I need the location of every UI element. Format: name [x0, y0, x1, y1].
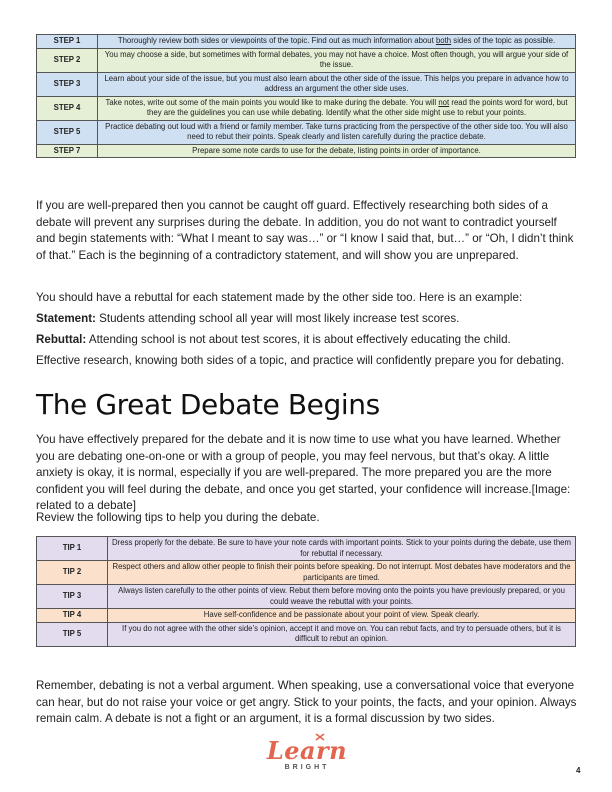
- tip-row: [37, 537, 576, 561]
- step-text: Thoroughly review both sides or viewpoints of the topic. Find out as much information about both sides of the topic as possible.: [98, 35, 576, 49]
- steps-table: [36, 34, 576, 158]
- tip-text: If you do not agree with the other side’s opinion, accept it and move on. You can rebut facts, and try to persuade others, but it is difficult to rebut an opinion.: [108, 622, 576, 646]
- step-label: STEP 1: [37, 35, 98, 49]
- step-text: Learn about your side of the issue, but you must also learn about the other side of the issue. This helps you prepare in advance how to address an argument the other side uses.: [98, 72, 576, 96]
- rebuttal-example: [36, 332, 578, 349]
- rebuttal-label: Rebuttal:: [36, 333, 87, 346]
- statement-example: [36, 311, 578, 328]
- tip-row: [37, 561, 576, 585]
- step-row: [37, 72, 576, 96]
- logo-subtitle: BRIGHT: [284, 764, 330, 771]
- logo-cross-icon: [314, 732, 326, 742]
- step-text: You may choose a side, but sometimes with formal debates, you may not have a choice. Most often though, you will argue your side of the issue.: [98, 48, 576, 72]
- step-row: [37, 48, 576, 72]
- debate-begins-paragraph: You have effectively prepared for the debate and it is now time to use what you have learned. Whether you are debating one-on-one or with a group of people, you may feel nervous, but that’s okay. A little anxiety is okay, it is normal, especially if you are well-prepared. The more prepared you are the more confident you will feel during the debate, and once you get started, your confidence will increase.[Image: related to a debate]: [36, 433, 571, 513]
- tip-row: [37, 609, 576, 623]
- closing-paragraph: Remember, debating is not a verbal argument. When speaking, use a conversational voice that everyone can hear, but do not raise your voice or get angry. Stick to your points, the facts, and your opinion. Always remain calm. A debate is not a fight or an argument, it is a formal discussion by two sides.: [36, 679, 577, 726]
- tips-intro: Review the following tips to help you during the debate.: [36, 511, 320, 524]
- tip-row: [37, 585, 576, 609]
- tip-text: Dress properly for the debate. Be sure to have your note cards with important points. Stick to your points during the debate, use them for rebuttal if necessary.: [108, 537, 576, 561]
- logo-word: Learn: [266, 736, 348, 765]
- step-text: Practice debating out loud with a friend or family member. Take turns practicing from the perspective of the other side too. You will also need to rebut their points. Speak clearly and listen carefully during the practice debate.: [98, 120, 576, 144]
- preparation-paragraph: If you are well-prepared then you cannot be caught off guard. Effectively researching both sides of a debate will prevent any surprises during the debate. In addition, you do not want to contradict yourself and begin statements with: “What I meant to say was…” or “I know I said that, but…” or “Oh, I didn’t think of that.” Each is the beginning of a contradictory statement, and will show you are unprepared.: [36, 199, 574, 262]
- statement-label: Statement:: [36, 312, 96, 325]
- step-label: STEP 5: [37, 120, 98, 144]
- step-label: STEP 2: [37, 48, 98, 72]
- statement-text: Students attending school all year will most likely increase test scores.: [95, 312, 460, 325]
- step-text: Take notes, write out some of the main points you would like to make during the debate. You will not read the points word for word, but they are the guidelines you can use while debating. Identify what the other side might use to rebut your points.: [98, 96, 576, 120]
- section-heading: The Great Debate Begins: [36, 388, 380, 421]
- tip-label: TIP 1: [37, 537, 108, 561]
- tip-label: TIP 5: [37, 622, 108, 646]
- tip-text: Have self-confidence and be passionate about your point of view. Speak clearly.: [108, 609, 576, 623]
- tips-table: [36, 536, 576, 647]
- tip-text: Respect others and allow other people to finish their points before speaking. Do not interrupt. Most debates have moderators and the participants are timed.: [108, 561, 576, 585]
- rebuttal-text: Attending school is not about test scores, it is about effectively educating the child.: [86, 333, 511, 346]
- step-row: [37, 35, 576, 49]
- summary-paragraph: Effective research, knowing both sides of a topic, and practice will confidently prepare you for debating.: [36, 354, 565, 367]
- tip-text: Always listen carefully to the other points of view. Rebut them before moving onto the points you have previously prepared, or you could weave the rebuttal with your points.: [108, 585, 576, 609]
- step-row: [37, 96, 576, 120]
- page-number: 4: [576, 766, 581, 775]
- emphasis-underline: both: [435, 36, 452, 45]
- step-text: Prepare some note cards to use for the debate, listing points in order of importance.: [98, 144, 576, 158]
- tip-label: TIP 3: [37, 585, 108, 609]
- rebuttal-intro: You should have a rebuttal for each statement made by the other side too. Here is an example:: [36, 291, 523, 304]
- step-row: [37, 144, 576, 158]
- tip-label: TIP 2: [37, 561, 108, 585]
- step-row: [37, 120, 576, 144]
- tip-row: [37, 622, 576, 646]
- step-label: STEP 7: [37, 144, 98, 158]
- tip-label: TIP 4: [37, 609, 108, 623]
- step-label: STEP 3: [37, 72, 98, 96]
- step-label: STEP 4: [37, 96, 98, 120]
- learn-bright-logo: [262, 738, 352, 786]
- emphasis-underline: not: [438, 97, 450, 107]
